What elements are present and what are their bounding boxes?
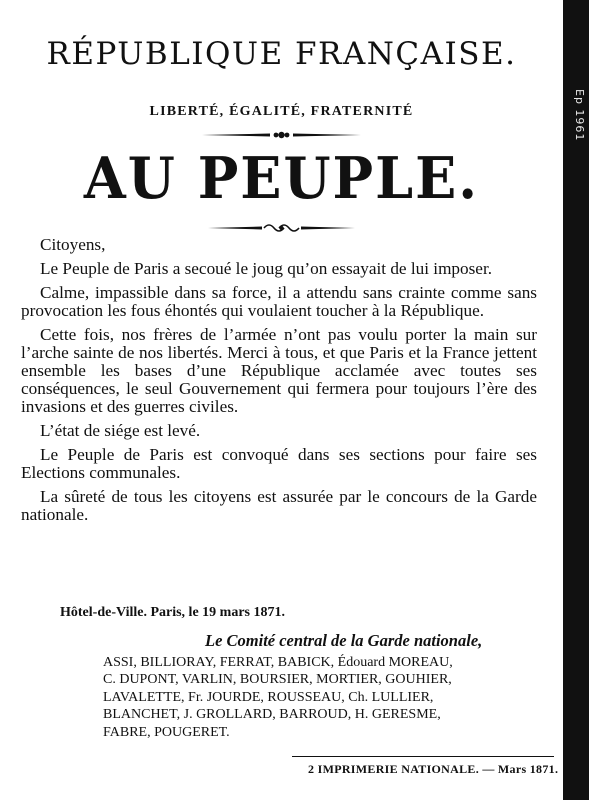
scan-edge-strip (563, 0, 589, 800)
edge-annotation: Ep 1961 (573, 88, 586, 142)
signatory-line: C. DUPONT, VARLIN, BOURSIER, MORTIER, GOUHIER, (103, 672, 452, 688)
salutation: Citoyens, (40, 235, 106, 254)
signatory-line: FABRE, POUGERET. (103, 724, 230, 740)
place-date-line: Hôtel-de-Ville. Paris, le 19 mars 1871. (60, 605, 285, 620)
ornament-rule-top (0, 129, 563, 141)
paragraph: Le Peuple de Paris est convoqué dans ses sections pour faire ses Elections communales. (21, 445, 537, 482)
ornament-rule-bottom (0, 221, 563, 235)
paragraph: L’état de siége est levé. (40, 421, 201, 440)
paragraph: Cette fois, nos frères de l’armée n’ont pas voulu porter la main sur l’arche sainte de nos libertés. Merci à tous, et que Paris et la France jettent ensemble les bases d’une République acclamée avec toutes ses conséquences, le seul Gouvernement qui fermera pour toujours l’ère des invasions et des guerres civiles. (21, 325, 537, 416)
committee-name: Le Comité central de la Garde nationale, (205, 631, 483, 650)
paragraph: Calme, impassible dans sa force, il a attendu sans crainte comme sans provocation les fous éhontés qui voulaient toucher à la République. (21, 283, 537, 320)
poster-headline: AU PEUPLE. (83, 144, 480, 212)
signatory-line: BLANCHET, J. GROLLARD, BARROUD, H. GERESME, (103, 707, 441, 723)
poster-title: RÉPUBLIQUE FRANÇAISE. (46, 36, 517, 72)
paragraph: La sûreté de tous les citoyens est assurée par le concours de la Garde nationale. (21, 487, 537, 524)
poster-motto: LIBERTÉ, ÉGALITÉ, FRATERNITÉ (149, 104, 414, 119)
signatory-line: ASSI, BILLIORAY, FERRAT, BABICK, Édouard MOREAU, (103, 655, 453, 670)
printer-imprint: 2 IMPRIMERIE NATIONALE. — Mars 1871. (308, 762, 559, 776)
signatories-list (103, 654, 543, 741)
paragraph: Le Peuple de Paris a secoué le joug qu’on essayait de lui imposer. (40, 259, 493, 278)
signatory-line: LAVALETTE, Fr. JOURDE, ROUSSEAU, Ch. LULLIER, (103, 689, 434, 705)
imprint-rule (292, 756, 554, 757)
proclamation-body (21, 236, 537, 530)
